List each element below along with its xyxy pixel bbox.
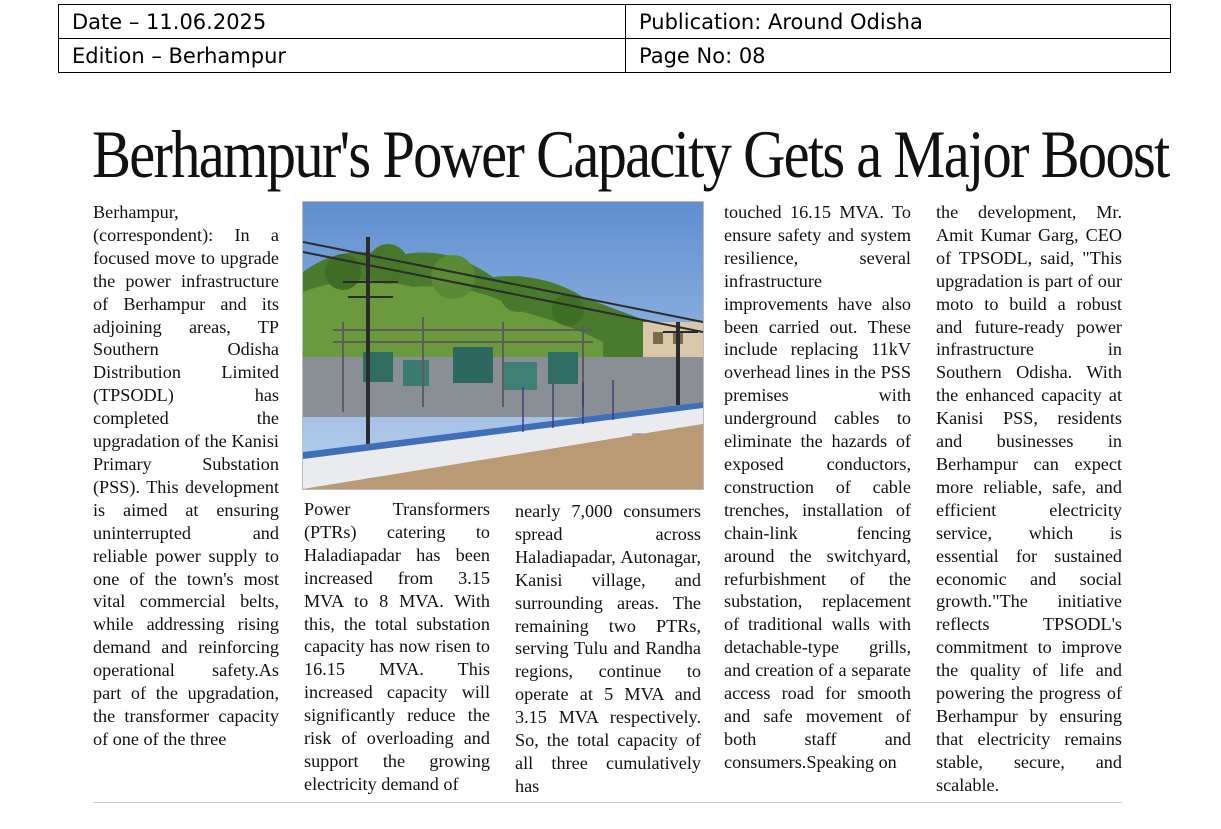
article-column-5: the development, Mr. Amit Kumar Garg, CEO of TPSODL, said, "This upgradation is part of our moto to build a robust and future-ready power infrastructure in Southern Odisha. With the enhanced capacity at Kanisi PSS, residents and businesses in Berhampur can expect more reliable, safe, and efficient electricity service, which is essential for sustained economic and social growth."The initiative reflects TPSODL's commitment to improve the quality of life and powering the progress of Berhampur by ensuring that electricity remains stable, secure, and scalable. [936, 202, 1122, 795]
article-column-4: touched 16.15 MVA. To ensure safety and system resilience, several infrastructure improvements have also been carried out. These include replacing 11kV overhead lines in the PSS premises with underground cables to eliminate the hazards of exposed conductors, construction of cable trenches, installation of chain-link fencing around the switchyard, refurbishment of the substation, replacement of traditional walls with detachable-type grills, and creation of a separate access road for smooth and safe movement of both staff and consumers.Speaking on [724, 202, 911, 772]
substation-photo-icon [303, 202, 703, 489]
article-column-2: Power Transformers (PTRs) catering to Haladiapadar has been increased from 3.15 MVA to 8 MVA. With this, the total substation capacity has now risen to 16.15 MVA. This increased capacity will significantly reduce the risk of overloading and support the growing electricity demand of [304, 499, 490, 794]
publication-cell: Publication: Around Odisha [626, 5, 1171, 39]
article-column-1: Berhampur, (correspondent): In a focused move to upgrade the power infrastructure of Berhampur and its adjoining areas, TP Southern Odisha Distribution Limited (TPSODL) has completed the upgradation of the Kanisi Primary Substation (PSS). This development is aimed at ensuring uninterrupted and reliable power supply to one of the town's most vital commercial belts, while addressing rising demand and reinforcing operational safety.As part of the upgradation, the transformer capacity of one of the three [93, 202, 279, 749]
edition-cell: Edition – Berhampur [59, 39, 626, 73]
bottom-rule [93, 802, 1122, 803]
info-row [59, 39, 1171, 73]
substation-photo [302, 201, 704, 490]
clipping-info-table [58, 4, 1171, 73]
page-number-cell: Page No: 08 [626, 39, 1171, 73]
article-headline: Berhampur's Power Capacity Gets a Major Boost [92, 116, 1169, 192]
article-column-3: nearly 7,000 consumers spread across Haladiapadar, Autonagar, Kanisi village, and surrounding areas. The remaining two PTRs, serving Tulu and Randha regions, continue to operate at 5 MVA and 3.15 MVA respectively. So, the total capacity of all three cumulatively has [515, 501, 701, 796]
info-row [59, 5, 1171, 39]
date-cell: Date – 11.06.2025 [59, 5, 626, 39]
